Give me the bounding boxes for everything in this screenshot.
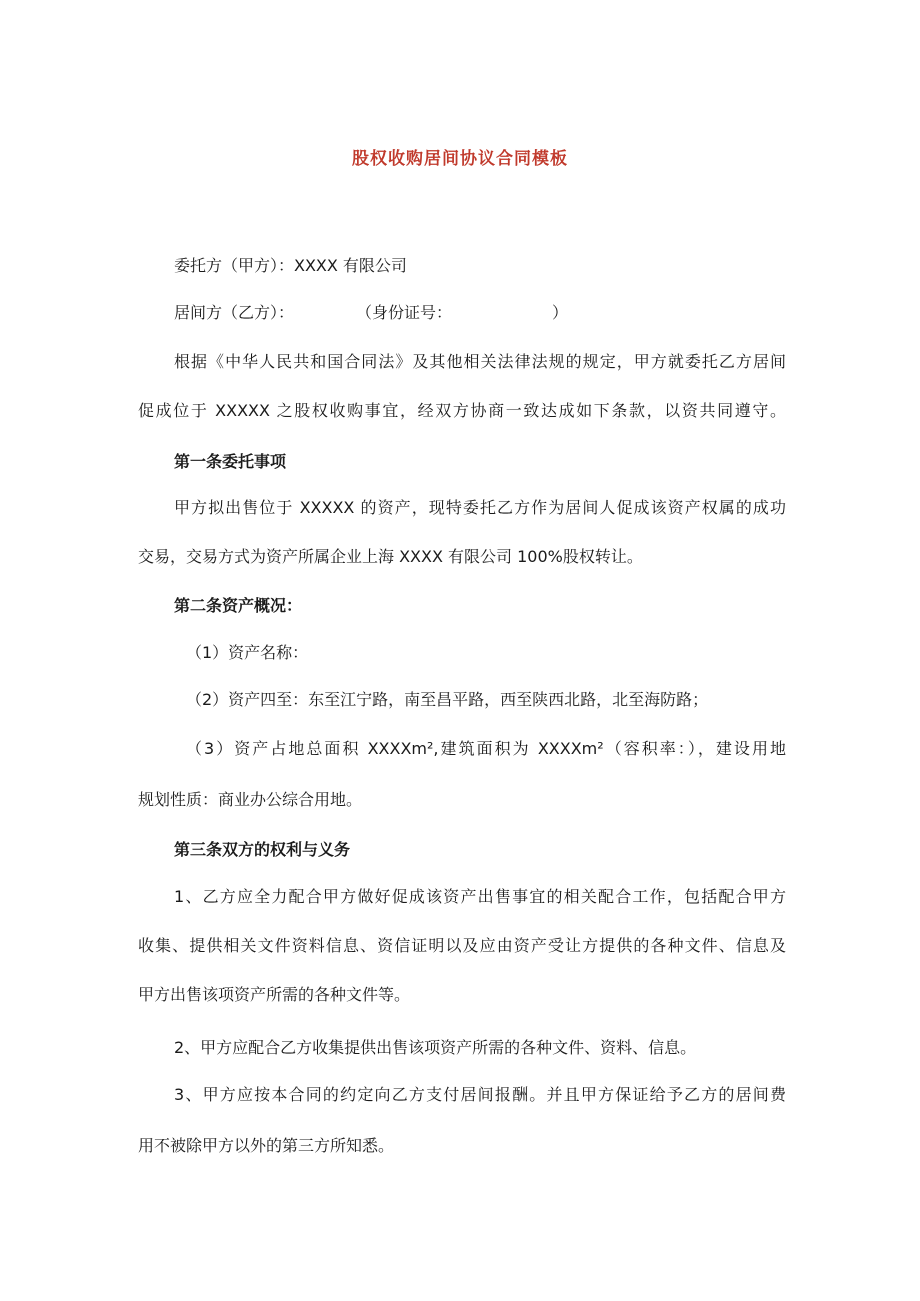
article-2-item-1: （1）资产名称： bbox=[186, 643, 309, 662]
intro-paragraph-line-2: 促成位于 XXXXX 之股权收购事宜，经双方协商一致达成如下条款，以资共同遵守。 bbox=[138, 401, 786, 420]
article-1-line-2: 交易，交易方式为资产所属企业上海 XXXX 有限公司 100%股权转让。 bbox=[138, 547, 643, 566]
intermediary-party-line bbox=[174, 301, 786, 325]
article-3-item-1-line-1: 1、乙方应全力配合甲方做好促成该资产出售事宜的相关配合工作，包括配合甲方 bbox=[174, 887, 786, 906]
article-2-item-3-line-2: 规划性质：商业办公综合用地。 bbox=[138, 790, 363, 809]
article-1-heading: 第一条委托事项 bbox=[174, 452, 287, 471]
article-3-item-1-line-2: 收集、提供相关文件资料信息、资信证明以及应由资产受让方提供的各种文件、信息及 bbox=[138, 936, 786, 955]
client-party-line: 委托方（甲方）：XXXX 有限公司 bbox=[174, 256, 407, 275]
article-3-heading: 第三条双方的权利与义务 bbox=[174, 840, 351, 859]
document-title: 股权收购居间协议合同模板 bbox=[352, 149, 568, 169]
intermediary-label: 居间方（乙方）： bbox=[174, 303, 295, 322]
intro-paragraph-line-1: 根据《中华人民共和国合同法》及其他相关法律法规的规定，甲方就委托乙方居间 bbox=[174, 352, 786, 371]
article-2-heading: 第二条资产概况： bbox=[174, 596, 303, 615]
intermediary-id-label: （身份证号： bbox=[356, 303, 453, 322]
article-3-item-1-line-3: 甲方出售该项资产所需的各种文件等。 bbox=[138, 985, 411, 1004]
article-1-line-1: 甲方拟出售位于 XXXXX 的资产，现特委托乙方作为居间人促成该资产权属的成功 bbox=[174, 498, 786, 517]
article-2-item-3-line-1: （3）资产占地总面积 XXXXm²,建筑面积为 XXXXm²（容积率：），建设用地 bbox=[186, 739, 786, 758]
article-3-item-3-line-1: 3、甲方应按本合同的约定向乙方支付居间报酬。并且甲方保证给予乙方的居间费 bbox=[174, 1085, 786, 1104]
article-3-item-3-line-2: 用不被除甲方以外的第三方所知悉。 bbox=[138, 1136, 395, 1155]
article-3-item-2: 2、甲方应配合乙方收集提供出售该项资产所需的各种文件、资料、信息。 bbox=[174, 1038, 697, 1057]
article-2-item-2: （2）资产四至：东至江宁路，南至昌平路，西至陕西北路，北至海防路； bbox=[186, 690, 709, 709]
intermediary-id-close: ） bbox=[552, 303, 569, 322]
